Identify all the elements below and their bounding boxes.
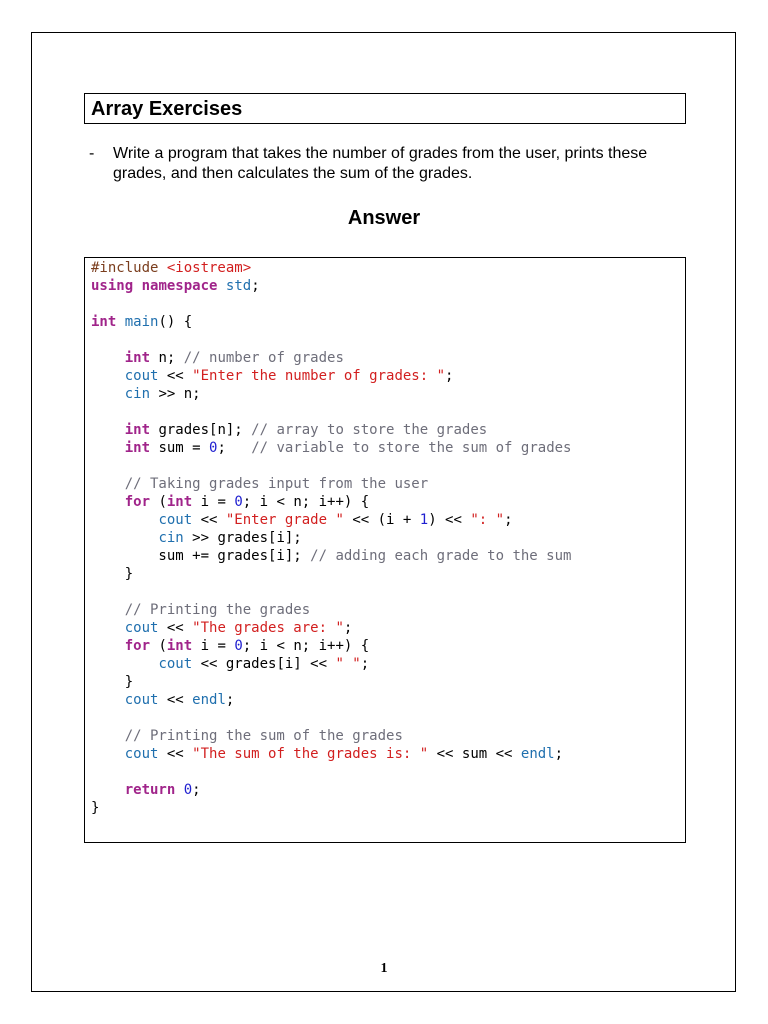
bullet-dash: - xyxy=(89,145,95,162)
code-text: ; xyxy=(225,692,235,708)
code-line xyxy=(91,457,571,475)
code-line xyxy=(91,547,571,565)
code-identifier: cout xyxy=(124,620,159,636)
code-text: ; xyxy=(192,782,201,798)
code-text: << sum << xyxy=(428,746,521,762)
code-identifier: cout xyxy=(124,692,159,708)
section-title: Array Exercises xyxy=(91,98,243,120)
code-comment: // adding each grade to the sum xyxy=(310,548,572,564)
code-line xyxy=(91,421,571,439)
code-line xyxy=(91,799,571,817)
code-text: () { xyxy=(158,314,193,330)
code-comment: // Taking grades input from the user xyxy=(124,476,429,492)
code-line xyxy=(91,331,571,349)
code-keyword: return xyxy=(124,782,176,798)
code-identifier: cin xyxy=(158,530,184,546)
code-line xyxy=(91,475,571,493)
code-line xyxy=(91,367,571,385)
code-text: ; xyxy=(251,278,260,294)
code-text xyxy=(116,314,124,330)
code-keyword: int xyxy=(166,494,193,510)
code-line xyxy=(91,619,571,637)
code-string: ": " xyxy=(470,512,505,528)
code-text: } xyxy=(91,800,100,816)
code-text: ; i < n; i++) { xyxy=(242,638,370,654)
code-identifier: main xyxy=(124,314,159,330)
code-text xyxy=(91,350,125,366)
code-text xyxy=(91,476,125,492)
code-keyword: namespace xyxy=(141,278,218,294)
code-listing xyxy=(91,259,571,817)
code-text: grades[n]; xyxy=(150,422,252,438)
code-text: i = xyxy=(192,638,235,654)
code-text: ; xyxy=(217,440,252,456)
code-identifier: cin xyxy=(124,386,151,402)
section-title-box xyxy=(84,93,686,124)
code-keyword: for xyxy=(124,638,151,654)
code-text xyxy=(91,530,158,546)
code-line xyxy=(91,529,571,547)
code-line xyxy=(91,781,571,799)
code-text: << xyxy=(192,512,226,528)
code-line xyxy=(91,691,571,709)
code-text xyxy=(91,440,125,456)
code-line xyxy=(91,349,571,367)
code-preprocessor: #include xyxy=(91,260,167,276)
code-line xyxy=(91,403,571,421)
code-comment: // array to store the grades xyxy=(251,422,488,438)
code-text xyxy=(91,692,125,708)
code-keyword: int xyxy=(124,350,151,366)
code-text xyxy=(91,494,125,510)
code-block xyxy=(84,257,686,843)
code-identifier: cout xyxy=(124,368,159,384)
code-line xyxy=(91,295,571,313)
code-text xyxy=(91,422,125,438)
code-text xyxy=(91,656,158,672)
code-line xyxy=(91,439,571,457)
code-text: ; i < n; i++) { xyxy=(242,494,370,510)
code-text: ; xyxy=(343,620,353,636)
code-line xyxy=(91,673,571,691)
code-keyword: int xyxy=(166,638,193,654)
code-text xyxy=(91,638,125,654)
code-number: 0 xyxy=(183,782,193,798)
code-text: n; xyxy=(150,350,184,366)
code-number: 0 xyxy=(234,494,243,510)
code-text: >> grades[i]; xyxy=(183,530,302,546)
code-line xyxy=(91,655,571,673)
code-text: >> n; xyxy=(150,386,201,402)
code-line xyxy=(91,583,571,601)
code-text: ; xyxy=(504,512,513,528)
code-string: <iostream> xyxy=(166,260,252,276)
code-text: i = xyxy=(192,494,235,510)
code-identifier: cout xyxy=(158,512,193,528)
code-identifier: endl xyxy=(520,746,555,762)
code-comment: // Printing the sum of the grades xyxy=(124,728,403,744)
code-keyword: int xyxy=(124,440,151,456)
code-line xyxy=(91,727,571,745)
code-text xyxy=(91,782,125,798)
code-text: ) << xyxy=(428,512,471,528)
code-string: "Enter the number of grades: " xyxy=(192,368,446,384)
code-text xyxy=(175,782,183,798)
code-text: << xyxy=(158,692,193,708)
code-line xyxy=(91,313,571,331)
code-text: << xyxy=(158,368,193,384)
code-line xyxy=(91,745,571,763)
page-number: 1 xyxy=(380,961,388,976)
code-number: 0 xyxy=(234,638,243,654)
code-line xyxy=(91,493,571,511)
code-comment: // variable to store the sum of grades xyxy=(251,440,572,456)
code-identifier: cout xyxy=(124,746,159,762)
code-text: } xyxy=(91,674,134,690)
code-text xyxy=(91,386,125,402)
code-comment: // Printing the grades xyxy=(124,602,311,618)
code-keyword: int xyxy=(91,314,117,330)
code-text xyxy=(91,368,125,384)
code-string: "The grades are: " xyxy=(192,620,344,636)
code-number: 1 xyxy=(419,512,429,528)
code-text: << xyxy=(158,620,193,636)
code-text xyxy=(91,746,125,762)
code-comment: // number of grades xyxy=(183,350,344,366)
code-text: sum = xyxy=(150,440,210,456)
code-line xyxy=(91,385,571,403)
code-text: ; xyxy=(445,368,454,384)
answer-heading: Answer xyxy=(347,207,421,229)
code-text xyxy=(91,728,125,744)
code-string: " " xyxy=(335,656,361,672)
code-line xyxy=(91,259,571,277)
code-keyword: for xyxy=(124,494,151,510)
code-line xyxy=(91,511,571,529)
code-text: ; xyxy=(360,656,370,672)
code-text: ; xyxy=(554,746,564,762)
exercise-text: Write a program that takes the number of grades from the user, prints these grades, and then calculates the sum of the grades. xyxy=(113,145,648,182)
code-keyword: int xyxy=(124,422,151,438)
code-text: sum += grades[i]; xyxy=(91,548,311,564)
code-text xyxy=(217,278,225,294)
code-identifier: cout xyxy=(158,656,193,672)
code-text: ( xyxy=(150,494,167,510)
code-line xyxy=(91,565,571,583)
code-line xyxy=(91,637,571,655)
code-identifier: endl xyxy=(192,692,226,708)
code-line xyxy=(91,277,571,295)
code-identifier: std xyxy=(225,278,252,294)
code-keyword: using xyxy=(91,278,134,294)
code-string: "Enter grade " xyxy=(225,512,344,528)
code-text xyxy=(91,602,125,618)
code-text xyxy=(133,278,141,294)
code-text: << grades[i] << xyxy=(192,656,336,672)
code-text xyxy=(91,512,158,528)
code-line xyxy=(91,601,571,619)
code-line xyxy=(91,709,571,727)
code-text: << xyxy=(158,746,193,762)
code-string: "The sum of the grades is: " xyxy=(192,746,429,762)
code-text xyxy=(91,620,125,636)
code-line xyxy=(91,763,571,781)
code-number: 0 xyxy=(209,440,218,456)
code-text: } xyxy=(91,566,134,582)
code-text: ( xyxy=(150,638,167,654)
code-text: << (i + xyxy=(343,512,420,528)
